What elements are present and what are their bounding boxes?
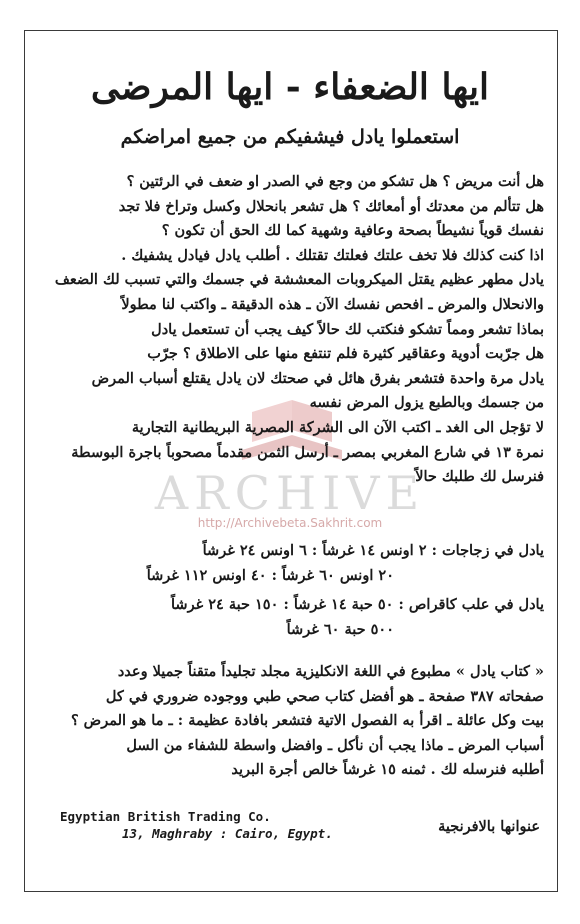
tablets-prices-1: ٥٠ حبة ١٤ غرشاً : ١٥٠ حبة ٢٤ غرشاً xyxy=(171,596,394,613)
book-line: « كتاب يادل » مطبوع في اللغة الانكليزية مجلد تجليداً متقناً جميلا وعدد xyxy=(117,663,544,680)
watermark-text: ARCHIVE xyxy=(154,466,426,520)
body-line: نمرة ١٣ في شارع المغربي بمصر ـ أرسل الثمن مقدماً مصحوباً باجرة البوسطة xyxy=(71,443,544,461)
price-row-tablets-2 xyxy=(44,617,544,642)
company-name: Egyptian British Trading Co. xyxy=(60,809,271,824)
body-line: فنرسل لك طلبك حالاً xyxy=(415,468,544,486)
body-text xyxy=(44,170,544,490)
price-row-tablets xyxy=(44,592,544,617)
price-row-bottles xyxy=(44,538,544,563)
book-line: بيت وكل عائلة ـ اقرأ به الفصول الاتية فتشعر بافادة عظيمة : ـ ما هو المرض ؟ xyxy=(70,712,544,730)
body-line: لا تؤجل الى الغد ـ اكتب الآن الى الشركة المصرية البريطانية التجارية xyxy=(131,418,544,436)
company-address: 13, Maghraby : Cairo, Egypt. xyxy=(122,826,333,841)
telegraph-label: عنوانها بالافرنجية xyxy=(438,818,540,835)
book-line: صفحاته ٣٨٧ صفحة ـ هو أفضل كتاب صحي طبي ووجوده ضروري في كل xyxy=(105,687,544,705)
body-line: هل أنت مريض ؟ هل تشكو من وجع في الصدر او ضعف في الرئتين ؟ xyxy=(126,173,544,190)
body-line: يادل مطهر عظيم يقتل الميكروبات المعششة في جسمك والتي تسبب لك الضعف xyxy=(54,271,544,289)
body-line: هل تتألم من معدتك أو أمعائك ؟ هل تشعر بانحلال وكسل وتراخ فلا تجد xyxy=(118,197,544,215)
headline: ايها الضعفاء - ايها المرضى xyxy=(90,66,490,108)
price-list xyxy=(44,538,544,642)
body-line: بماذا تشعر ومماً تشكو فنكتب لك حالاً كيف يجب أن تستعمل يادل xyxy=(151,320,544,338)
watermark-url: http://Archivebeta.Sakhrit.com xyxy=(197,516,383,530)
body-line: يادل مرة واحدة فتشعر بفرق هائل في صحتك لان يادل يقتلع أسباب المرض xyxy=(91,369,544,387)
tablets-label: يادل في علب كاقراص : xyxy=(398,596,544,613)
price-row-bottles-2 xyxy=(44,563,544,588)
book-line: أطلبه فنرسله لك . ثمنه ١٥ غرشاً خالص أجرة البريد xyxy=(231,761,544,779)
body-line: والانحلال والمرض ـ افحص نفسك الآن ـ هذه الدقيقة ـ واكتب لنا مطولاً xyxy=(121,295,544,313)
tablets-prices-2: ٥٠٠ حبة ٦٠ غرشاً xyxy=(286,621,394,638)
body-line: نفسك قوياً نشيطاً بصحة وعافية وشهية كما لك الحق أن تكون ؟ xyxy=(161,222,544,240)
company-address-english xyxy=(60,808,360,842)
body-line: هل جرّبت أدوية وعقاقير كثيرة فلم تنتفع منها على الاطلاق ؟ جرّب xyxy=(147,345,544,363)
subheadline: استعملوا يادل فيشفيكم من جميع امراضكم xyxy=(120,126,460,148)
bottles-prices-2: ٢٠ اونس ٦٠ غرشاً : ٤٠ اونس ١١٢ غرشاً xyxy=(146,567,394,584)
bottles-prices-1: ٢ اونس ١٤ غرشاً : ٦ اونس ٢٤ غرشاً xyxy=(202,542,427,559)
body-line: اذا كنت كذلك فلا تخف علتك فعلتك تقتلك . أطلب يادل فيادل يشفيك . xyxy=(121,246,544,264)
body-line: من جسمك وبالطبع يزول المرض نفسه xyxy=(309,394,544,412)
bottles-label: يادل في زجاجات : xyxy=(431,542,544,559)
book-line: أسباب المرض ـ ماذا يجب أن نأكل ـ وافضل واسطة للشفاء من السل xyxy=(126,736,544,754)
book-section xyxy=(44,660,544,783)
